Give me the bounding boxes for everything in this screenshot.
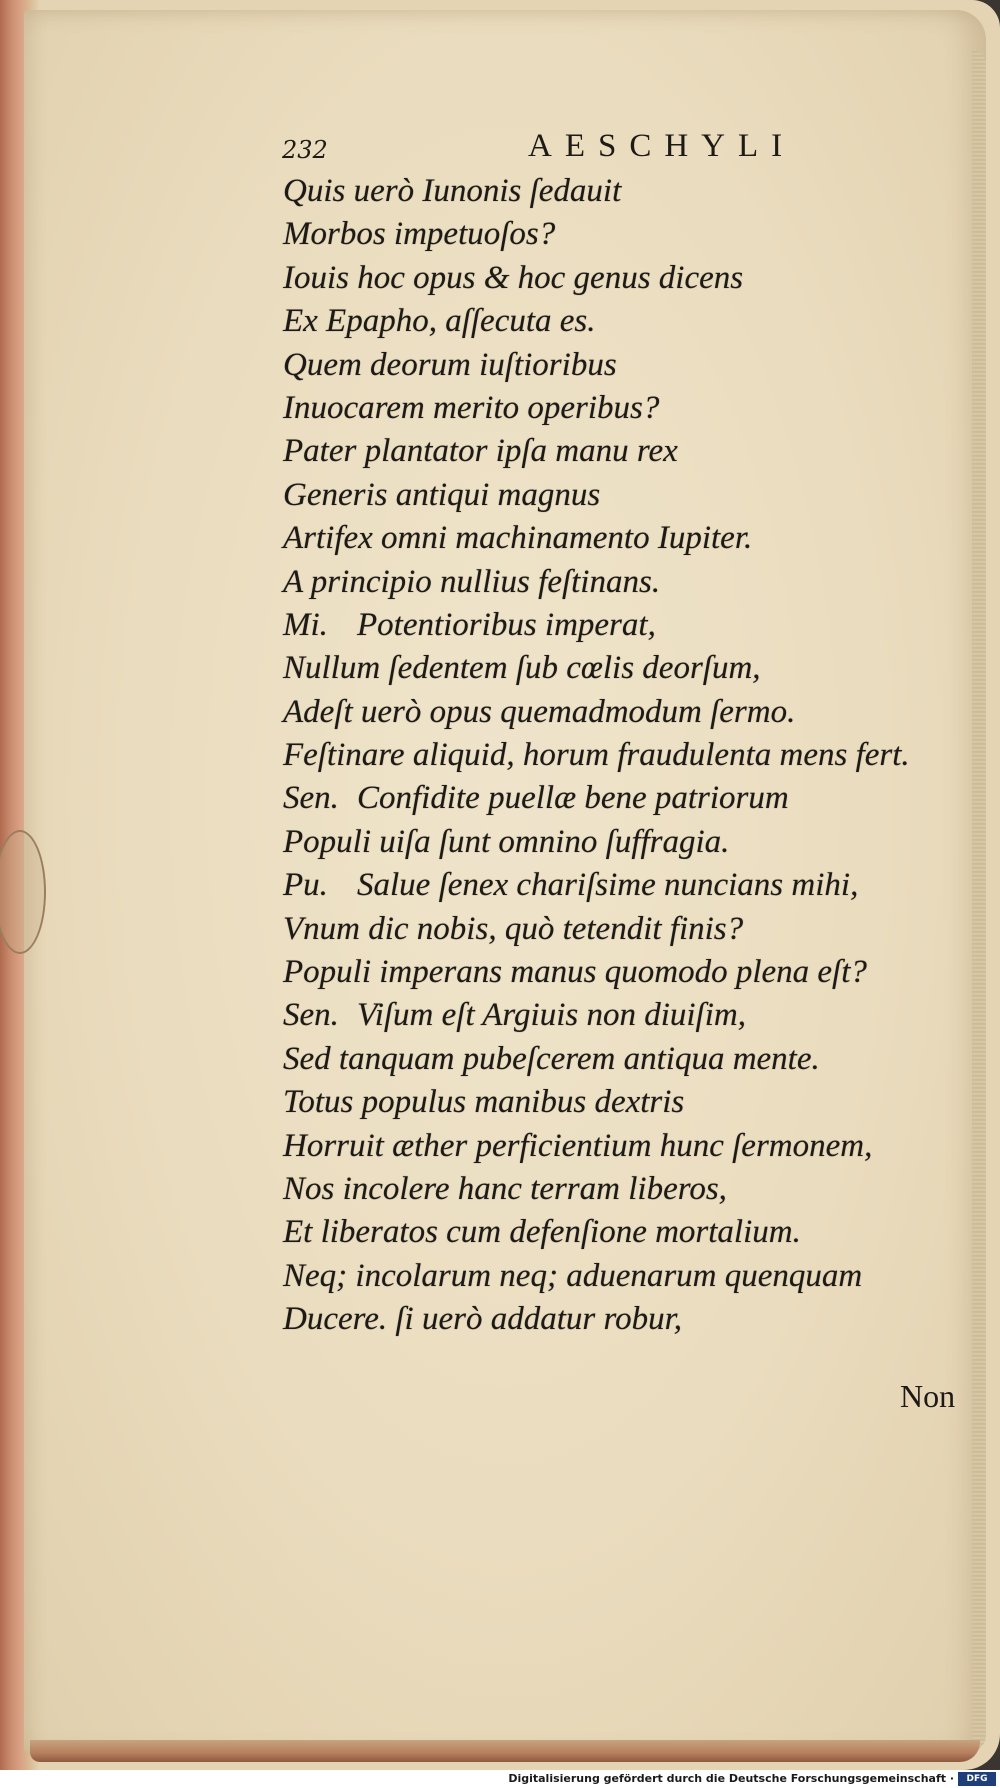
verse-line-text: Adeſt uerò opus quemadmodum ſermo. (283, 693, 796, 730)
verse-line-text: Totus populus manibus dextris (283, 1084, 685, 1121)
verse-line-text: Populi imperans manus quomodo plena eſt? (283, 954, 867, 991)
verse-line-text: Populi uiſa ſunt omnino ſuffragia. (283, 823, 730, 860)
verse-line (283, 1038, 933, 1081)
verse-line (283, 647, 933, 690)
verse-line-text: Ex Epapho, aſſecuta es. (283, 303, 596, 340)
page-header (282, 128, 842, 168)
verse-line (283, 734, 933, 777)
speaker-label: Sen. (283, 997, 339, 1034)
verse-line-text: Inuocarem merito operibus? (283, 389, 660, 426)
verse-line-text: Nullum ſedentem ſub cœlis deorſum, (283, 650, 761, 687)
page-edge (972, 50, 986, 1750)
digitization-footer (0, 1770, 1000, 1788)
verse-line (283, 864, 933, 907)
verse-line (283, 821, 933, 864)
running-head: AESCHYLI (528, 128, 796, 164)
verse-line (283, 1298, 933, 1341)
verse-line-text: Sed tanquam pubeſcerem antiqua mente. (283, 1040, 820, 1077)
book-bottom-edge (30, 1740, 980, 1762)
verse-line-text: Potentioribus imperat, (357, 606, 656, 643)
verse-line (283, 1125, 933, 1168)
verse-line-text: Iouis hoc opus & hoc genus dicens (283, 259, 744, 296)
verse-line (283, 1168, 933, 1211)
verse-text (283, 170, 933, 1342)
verse-line-text: Generis antiqui magnus (283, 476, 601, 513)
dfg-logo: DFG (958, 1772, 996, 1786)
verse-line-text: Artifex omni machinamento Iupiter. (283, 520, 753, 557)
verse-line (283, 430, 933, 473)
speaker-label: Sen. (283, 780, 339, 817)
verse-line-text: Et liberatos cum defenſione mortalium. (283, 1214, 801, 1251)
verse-line-text: Salue ſenex chariſsime nuncians mihi, (357, 867, 859, 904)
verse-line (283, 213, 933, 256)
verse-line (283, 994, 933, 1037)
verse-line-text: Pater plantator ipſa manu rex (283, 433, 678, 470)
verse-line (283, 257, 933, 300)
footer-credit: Digitalisierung gefördert durch die Deutsche Forschungsgemeinschaft · (508, 1772, 954, 1785)
verse-line (283, 561, 933, 604)
verse-line (283, 474, 933, 517)
verse-line (283, 604, 933, 647)
verse-line (283, 300, 933, 343)
verse-line (283, 951, 933, 994)
verse-line (283, 777, 933, 820)
verse-line (283, 387, 933, 430)
speaker-label: Pu. (283, 867, 328, 904)
verse-line-text: Quis uerò Iunonis ſedauit (283, 173, 622, 209)
verse-line-text: Feſtinare aliquid, horum fraudulenta mens fert. (283, 737, 910, 774)
verse-line-text: Nos incolere hanc terram liberos, (283, 1170, 727, 1207)
verse-line (283, 517, 933, 560)
verse-line (283, 1255, 933, 1298)
verse-line (283, 344, 933, 387)
verse-line-text: Confidite puellæ bene patriorum (357, 780, 789, 817)
verse-line-text: Vnum dic nobis, quò tetendit finis? (283, 910, 744, 947)
verse-line (283, 170, 933, 213)
verse-line-text: Morbos impetuoſos? (283, 216, 556, 253)
verse-line-text: Quem deorum iuſtioribus (283, 346, 617, 383)
verse-line (283, 1081, 933, 1124)
verse-line (283, 1211, 933, 1254)
verse-line (283, 691, 933, 734)
verse-line-text: Ducere. ſi uerò addatur robur, (283, 1301, 683, 1338)
page-number: 232 (282, 136, 328, 164)
speaker-label: Mi. (283, 606, 328, 643)
verse-line-text: Viſum eſt Argiuis non diuiſim, (357, 997, 746, 1034)
verse-line-text: A principio nullius feſtinans. (283, 563, 661, 600)
verse-line-text: Horruit æther perficientium hunc ſermonem, (283, 1127, 873, 1164)
verse-line (283, 908, 933, 951)
catchword: Non (900, 1378, 956, 1414)
verse-line-text: Neq; incolarum neq; aduenarum quenquam (283, 1257, 863, 1294)
